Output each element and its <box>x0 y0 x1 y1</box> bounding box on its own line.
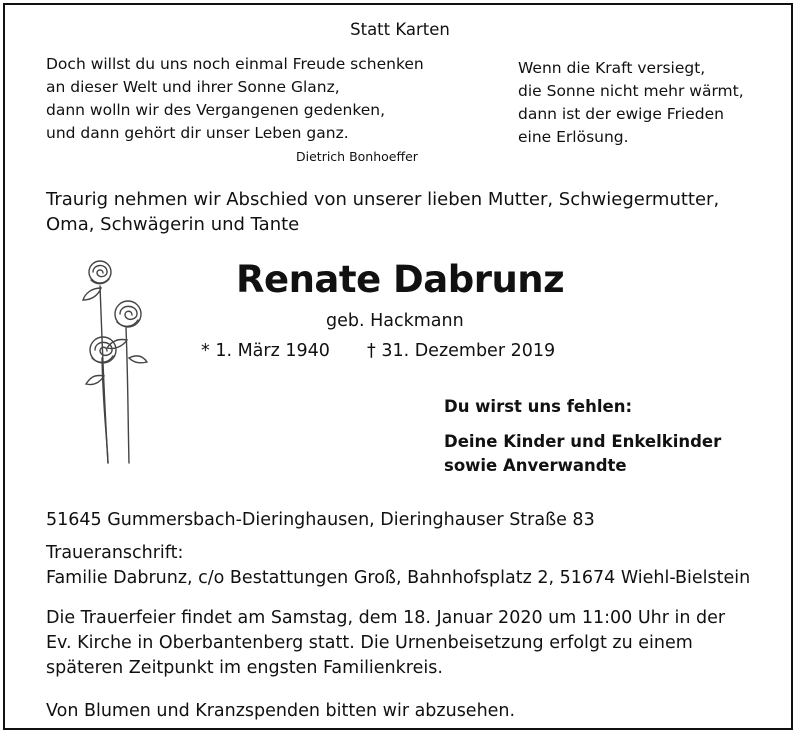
poem-right-line: eine Erlösung. <box>518 128 629 146</box>
ceremony-line: späteren Zeitpunkt im engsten Familienkreis. <box>46 658 443 678</box>
poem-author: Dietrich Bonhoeffer <box>296 149 418 164</box>
poem-right-line: dann ist der ewige Frieden <box>518 105 724 123</box>
poem-right-line: Wenn die Kraft versiegt, <box>518 59 706 77</box>
poem-right-line: die Sonne nicht mehr wärmt, <box>518 82 744 100</box>
flowers-note: Von Blumen und Kranzspenden bitten wir abzusehen. <box>46 701 516 721</box>
maiden-name: geb. Hackmann <box>326 311 464 331</box>
ceremony-text <box>46 606 725 681</box>
deceased-name: Renate Dabrunz <box>236 258 565 301</box>
intro-line: Traurig nehmen wir Abschied von unserer lieben Mutter, Schwiegermutter, <box>46 189 720 210</box>
poem-left-line: und dann gehört dir unser Leben ganz. <box>46 124 349 142</box>
death-date: † 31. Dezember 2019 <box>367 341 556 361</box>
mourners <box>444 430 721 478</box>
roses-icon <box>74 258 164 468</box>
poem-left-line: dann wolln wir des Vergangenen gedenken, <box>46 101 386 119</box>
header-title: Statt Karten <box>350 20 450 39</box>
location-line: 51645 Gummersbach-Dieringhausen, Dieringhauser Straße 83 <box>46 510 595 530</box>
miss-line: Du wirst uns fehlen: <box>444 397 633 416</box>
rose-top <box>89 261 111 284</box>
intro-text <box>46 187 719 237</box>
ceremony-line: Die Trauerfeier findet am Samstag, dem 18. Januar 2020 um 11:00 Uhr in der <box>46 608 726 628</box>
poem-left <box>46 53 424 145</box>
address-label: Traueranschrift: <box>46 543 184 563</box>
birth-date: * 1. März 1940 <box>201 341 330 361</box>
poem-left-line: Doch willst du uns noch einmal Freude schenken <box>46 55 424 73</box>
address-contact: Familie Dabrunz, c/o Bestattungen Groß, Bahnhofsplatz 2, 51674 Wiehl-Bielstein <box>46 568 751 588</box>
rose-middle <box>115 301 141 327</box>
intro-line: Oma, Schwägerin und Tante <box>46 214 300 235</box>
poem-right <box>518 57 744 149</box>
mourners-line: Deine Kinder und Enkelkinder <box>444 432 722 451</box>
mourners-line: sowie Anverwandte <box>444 456 627 475</box>
poem-left-line: an dieser Welt und ihrer Sonne Glanz, <box>46 78 340 96</box>
ceremony-line: Ev. Kirche in Oberbantenberg statt. Die Urnenbeisetzung erfolgt zu einem <box>46 633 693 653</box>
